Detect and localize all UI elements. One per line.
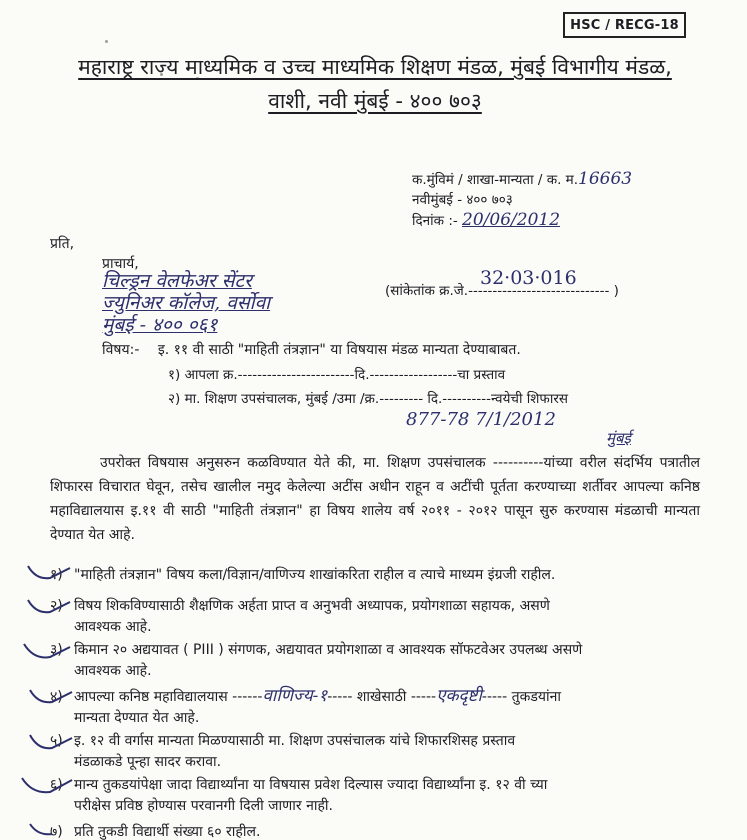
condition-text: "माहिती तंत्रज्ञान" विषय कला/विज्ञान/वाणिज्य शाखांकरिता राहील व त्याचे माध्यम इंग्रजी राहील. [74, 567, 556, 583]
condition-fill-divisions: एकदृष्टी [436, 686, 482, 706]
condition-6 [50, 775, 700, 817]
reference-block [412, 169, 632, 231]
condition-number: ७) [50, 824, 63, 840]
addressee-name-line1: चिल्ड्रन वेलफेअर सेंटर [102, 270, 252, 292]
condition-number: ५) [50, 733, 63, 749]
office-city: नवीमुंबई - ४०० ७०३ [412, 192, 513, 208]
board-title [30, 50, 720, 118]
college-code-value: 32·03·016 [480, 267, 577, 289]
reference-1: १) आपला क्र.------------------------दि.------------------चा प्रस्ताव [168, 367, 506, 383]
reference-2-signature: मुंबई [606, 429, 631, 447]
reference-2-handwritten: 877-78 7/1/2012 [406, 409, 556, 430]
condition-continuation: परीक्षेस प्रविष्ठ होण्यास परवानगी दिली जाणार नाही. [74, 798, 333, 814]
date-value: 20/06/2012 [462, 210, 561, 230]
form-code-box: HSC / RECG-18 [563, 12, 686, 38]
college-code-label: (सांकेतांक क्र.जे.----------------------------- ) [385, 283, 619, 299]
condition-text: प्रति तुकडी विद्यार्थी संख्या ६० राहील. [74, 824, 261, 840]
condition-1 [50, 565, 700, 586]
condition-text: विषय शिकविण्यासाठी शैक्षणिक अर्हता प्राप्त व अनुभवी अध्यापक, प्रयोगशाळा सहायक, असणे [74, 598, 550, 614]
condition-fill-stream: वाणिज्य-१ [262, 686, 328, 706]
condition-text: आपल्या कनिष्ठ महाविद्यालयास [74, 689, 228, 705]
condition-4: ४) आपल्या कनिष्ठ महाविद्यालयास ------वाणिज्य-१----- शाखेसाठी -----एकदृष्टी----- तुकडयांना मान्यता देण्यात येत आहे. [50, 686, 700, 729]
letter-date [412, 210, 632, 231]
subject-text: इ. ११ वी साठी "माहिती तंत्रज्ञान" या विषयास मंडळ मान्यता देण्याबाबत. [157, 342, 521, 358]
condition-text-mid: शाखेसाठी [356, 689, 407, 705]
office-reference [412, 169, 632, 190]
board-title-line1: महाराष्ट्र राज्य माध्यमिक व उच्च माध्यमिक शिक्षण मंडळ, मुंबई विभागीय मंडळ, [78, 55, 672, 79]
condition-number: ४) [50, 689, 63, 705]
condition-text: इ. १२ वी वर्गास मान्यता मिळण्यासाठी मा. शिक्षण उपसंचालक यांचे शिफारशिसह प्रस्ताव [74, 733, 516, 749]
reference-2: २) मा. शिक्षण उपसंचालक, मुंबई /उमा /क्र.--------- दि.----------न्वयेची शिफारस [168, 391, 568, 407]
addressee-name-line2: ज्युनिअर कॉलेज, वर्सोवा [102, 292, 271, 314]
condition-text-after: तुकडयांना [511, 689, 561, 705]
condition-text: किमान २० अद्ययावत ( PIII ) संगणक, अद्ययावत प्रयोगशाळा व आवश्यक सॉफटवेअर उपलब्ध असणे [74, 642, 583, 658]
addressee-name-line3: मुंबई - ४०० ०६१ [102, 314, 218, 336]
subject-line [102, 340, 521, 359]
condition-2 [50, 596, 700, 638]
college-code-line [385, 267, 619, 299]
condition-number: ६) [50, 777, 63, 793]
addressee-handwritten [102, 270, 270, 336]
condition-number: ३) [50, 642, 63, 658]
condition-continuation: आवश्यक आहे. [74, 663, 152, 679]
condition-continuation: मंडळाकडे पून्हा सादर करावा. [74, 754, 222, 770]
body-paragraph: उपरोक्त विषयास अनुसरुन कळविण्यात येते की, मा. शिक्षण उपसंचालक ----------यांच्या वरील संदर्भिय पत्रातील शिफारस विचारात घेवून, तसेच खालील नमुद केलेल्या अटींस अधीन राहून व अटींची पूर्तता करण्याच्या शर्तीवर आपल्या कनिष्ठ महाविद्यालयास इ.११ वी साठी "माहिती तंत्रज्ञान" हा विषय शालेय वर्ष २०११ - २०१२ पासून सुरु करण्यास मंडळाची मान्यता देण्यात येत आहे. [50, 455, 700, 543]
office-reference-number: 16663 [578, 169, 633, 189]
condition-number: २) [50, 598, 63, 614]
condition-3 [50, 640, 700, 682]
board-title-line2: वाशी, नवी मुंबई - ४०० ७०३ [268, 89, 482, 113]
tick-mark-icon [30, 824, 52, 834]
addressee-designation: प्राचार्य, [102, 256, 139, 272]
office-reference-label: क.मुंविमं / शाखा-मान्यता / क. म. [412, 172, 579, 188]
condition-continuation: मान्यता देण्यात येत आहे. [74, 710, 200, 726]
salutation-to: प्रति, [50, 236, 75, 252]
condition-5 [50, 731, 700, 773]
subject-label: विषय:- [102, 342, 140, 358]
condition-7 [50, 822, 700, 840]
date-label: दिनांक :- [412, 213, 458, 229]
condition-text: मान्य तुकडयांपेक्षा जादा विद्यार्थ्यांना या विषयास प्रवेश दिल्यास ज्यादा विद्यार्थ्यांना इ. १२ वी च्या [74, 777, 548, 793]
condition-continuation: आवश्यक आहे. [74, 619, 152, 635]
condition-number: १) [50, 567, 63, 583]
speck [105, 40, 108, 43]
